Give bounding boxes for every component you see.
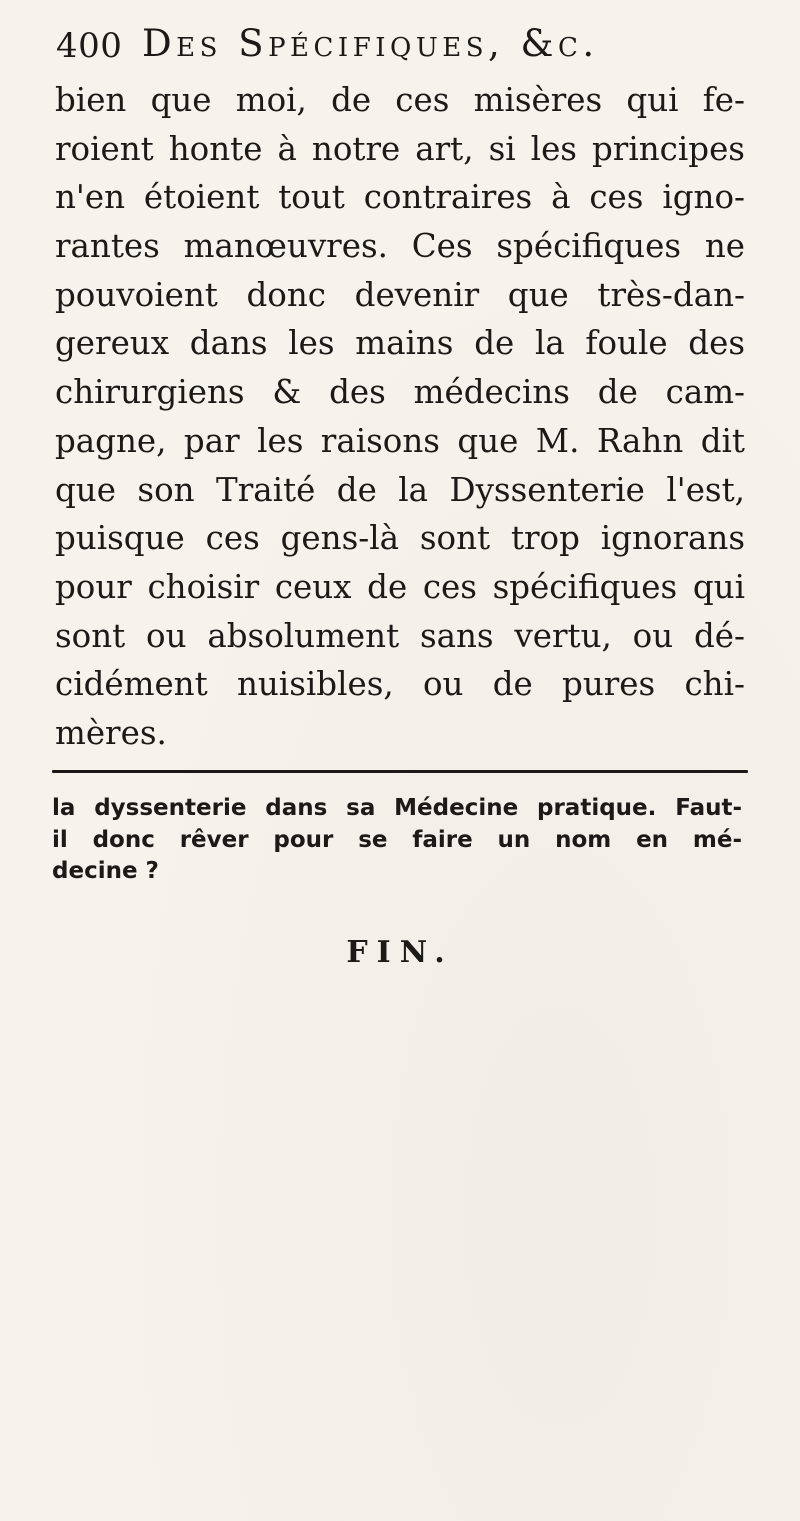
page-number: 400	[56, 26, 123, 66]
footnote-line: il donc rêver pour se faire un nom en mé-	[52, 826, 742, 853]
text-line: roient honte à notre art, si les principes	[55, 129, 745, 168]
text-line: que son Traité de la Dyssenterie l'est,	[55, 470, 745, 509]
text-line: pouvoient donc devenir que très-dan-	[55, 275, 745, 314]
text-line: chirurgiens & des médecins de cam-	[55, 373, 745, 412]
running-head	[56, 20, 746, 70]
footnote	[52, 793, 742, 888]
running-title: Des Spécifiques, &c.	[142, 22, 599, 65]
text-line: bien que moi, de ces misères qui fe-	[55, 81, 745, 119]
text-line: rantes manœuvres. Ces spécifiques ne	[55, 227, 745, 266]
text-line: gereux dans les mains de la foule des	[55, 324, 745, 363]
main-text	[55, 76, 745, 758]
colophon-fin: FIN.	[346, 935, 454, 970]
footnote-rule	[52, 770, 748, 773]
text-line: n'en étoient tout contraires à ces igno-	[55, 178, 745, 217]
text-line: pour choisir ceux de ces spécifiques qui	[55, 567, 745, 606]
text-line: mères.	[55, 713, 167, 752]
text-line: sont ou absolument sans vertu, ou dé-	[55, 616, 745, 655]
text-line: pagne, par les raisons que M. Rahn dit	[55, 421, 745, 460]
text-line: puisque ces gens-là sont trop ignorans	[55, 519, 745, 558]
footnote-line: decine ?	[52, 858, 159, 884]
text-line: cidément nuisibles, ou de pures chi-	[55, 665, 745, 704]
footnote-line: la dyssenterie dans sa Médecine pratique. Faut-	[52, 795, 742, 821]
